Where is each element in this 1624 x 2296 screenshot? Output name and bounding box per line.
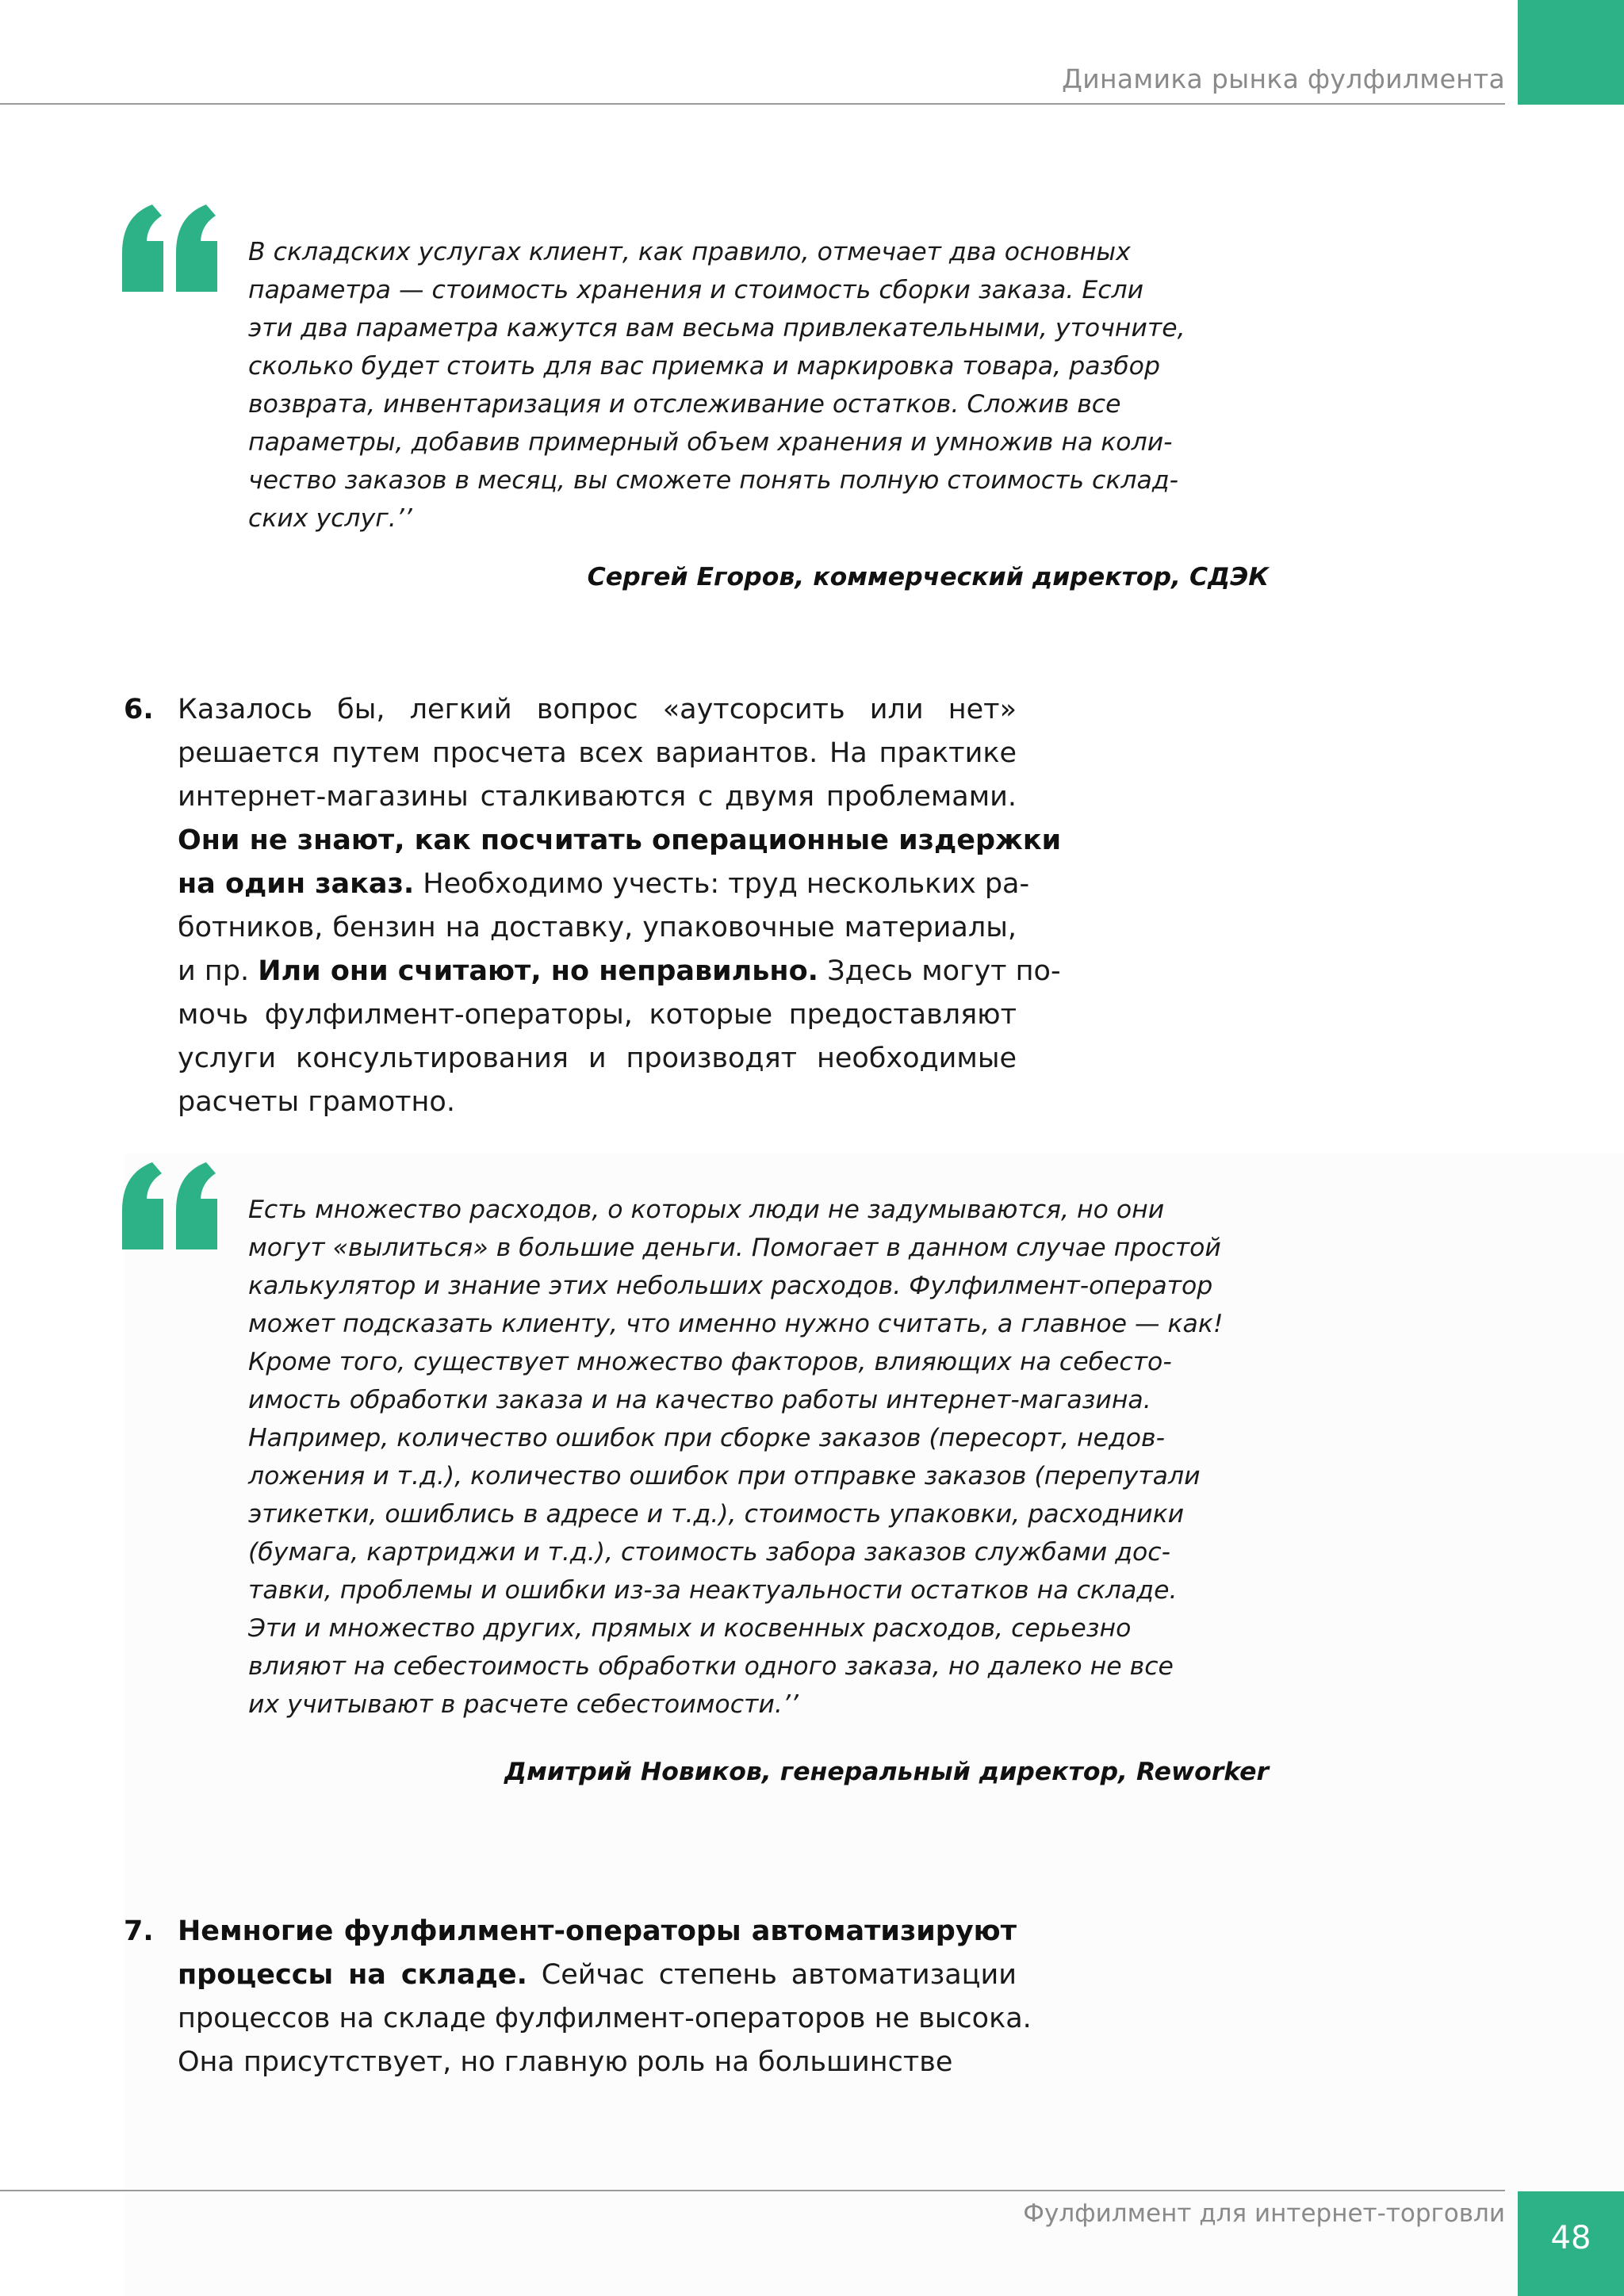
paragraph-line [178,732,1017,775]
quote-1-attribution: Сергей Егоров, коммерческий директор, СДЭК [587,563,1269,591]
quote-2-attribution: Дмитрий Новиков, генеральный директор, Reworker [504,1758,1269,1786]
quote-line: возврата, инвентаризация и отслеживание остатков. Сложив все [248,390,1121,419]
quote-line: калькулятор и знание этих небольших расходов. Фулфилмент-оператор [248,1272,1213,1300]
quote-line: Кроме того, существует множество факторов, влияющих на себесто- [248,1348,1172,1376]
quote-line: сколько будет стоить для вас приемка и маркировка товара, разбор [248,352,1160,381]
bold-run: на один заказ. [178,868,415,900]
paragraph-line [178,2041,1017,2084]
quote-2-text [248,1191,1224,1724]
quote-line: ложения и т.д.), количество ошибок при отправке заказов (перепутали [248,1462,1201,1490]
text-run: и пр. [178,955,259,987]
paragraph-line [178,1910,1017,1954]
paragraph-line [178,993,1017,1037]
bold-run: Немногие фулфилмент-операторы автоматизируют [178,1915,1017,1947]
paragraph-line [178,1081,1017,1124]
text-run: Здесь могут по- [818,955,1061,987]
paragraph-line [178,950,1061,993]
text-run: Она присутствует, но главную роль на большинстве [178,2046,953,2078]
quote-open-icon [122,205,219,292]
text-run: Сейчас степень автоматизации [527,1959,1017,1991]
quote-line: В складских услугах клиент, как правило, отмечает два основных [248,238,1131,266]
quote-line: могут «вылиться» в большие деньги. Помогает в данном случае простой [248,1234,1221,1262]
text-run: услуги консультирования и производят необходимые [178,1043,1017,1074]
quote-line: Эти и множество других, прямых и косвенных расходов, серьезно [248,1614,1132,1643]
text-run: ботников, бензин на доставку, упаковочные материалы, [178,912,1017,943]
footer-document-title: Фулфилмент для интернет-торговли [1023,2199,1505,2228]
quote-line: имость обработки заказа и на качество работы интернет-магазина. [248,1386,1151,1414]
footer-divider [0,2190,1505,2191]
text-run: решается путем просчета всех вариантов. На практике [178,737,1017,769]
quote-line: ских услуг.’’ [248,504,412,533]
quote-line: Например, количество ошибок при сборке заказов (пересорт, недов- [248,1424,1165,1452]
header-divider [0,103,1505,105]
paragraph-line [178,906,1017,950]
quote-line: Есть множество расходов, о которых люди не задумываются, но они [248,1196,1165,1224]
paragraph-line [178,819,1062,863]
text-run: Казалось бы, легкий вопрос «аутсорсить или нет» [178,694,1017,725]
list-item-body [178,688,1062,1124]
bold-run: Они не знают, как посчитать операционные издержки [178,825,1062,856]
quote-1-text [248,233,1185,538]
quote-line: этикетки, ошиблись в адресе и т.д.), стоимость упаковки, расходники [248,1500,1185,1529]
quote-line: может подсказать клиенту, что именно нужно считать, а главное — как! [248,1310,1224,1338]
quote-line: параметра — стоимость хранения и стоимость сборки заказа. Если [248,276,1144,304]
paragraph-line [178,1997,1032,2041]
bold-run: процессы на складе. [178,1959,527,1991]
quote-line: их учитывают в расчете себестоимости.’’ [248,1690,799,1719]
paragraph-line [178,688,1017,732]
header-accent-tab [1518,0,1624,105]
paragraph-line [178,1954,1017,1997]
quote-open-icon [122,1162,219,1249]
text-run: мочь фулфилмент-операторы, которые предоставляют [178,999,1017,1031]
bold-run: Или они считают, но неправильно. [258,955,818,987]
paragraph-line [178,863,1030,906]
quote-line: параметры, добавив примерный объем хранения и умножив на коли- [248,428,1173,457]
list-item-number: 7. [124,1915,154,1947]
paragraph-line [178,775,1017,819]
paragraph-line [178,1037,1017,1081]
quote-line: эти два параметра кажутся вам весьма привлекательными, уточните, [248,314,1185,342]
quote-line: тавки, проблемы и ошибки из-за неактуальности остатков на складе. [248,1576,1178,1605]
text-run: расчеты грамотно. [178,1086,455,1118]
text-run: интернет-магазины сталкиваются с двумя проблемами. [178,781,1017,813]
text-run: Необходимо учесть: труд нескольких ра- [414,868,1030,900]
header-section-title: Динамика рынка фулфилмента [1062,63,1505,94]
quote-line: влияют на себестоимость обработки одного заказа, но далеко не все [248,1652,1174,1681]
quote-line: (бумага, картриджи и т.д.), стоимость забора заказов службами дос- [248,1538,1170,1567]
text-run: процессов на складе фулфилмент-операторов не высока. [178,2003,1032,2034]
list-item-body [178,1910,1032,2084]
quote-line: чество заказов в месяц, вы сможете понять полную стоимость склад- [248,466,1178,495]
list-item-number: 6. [124,694,154,725]
page-number: 48 [1550,2220,1591,2256]
